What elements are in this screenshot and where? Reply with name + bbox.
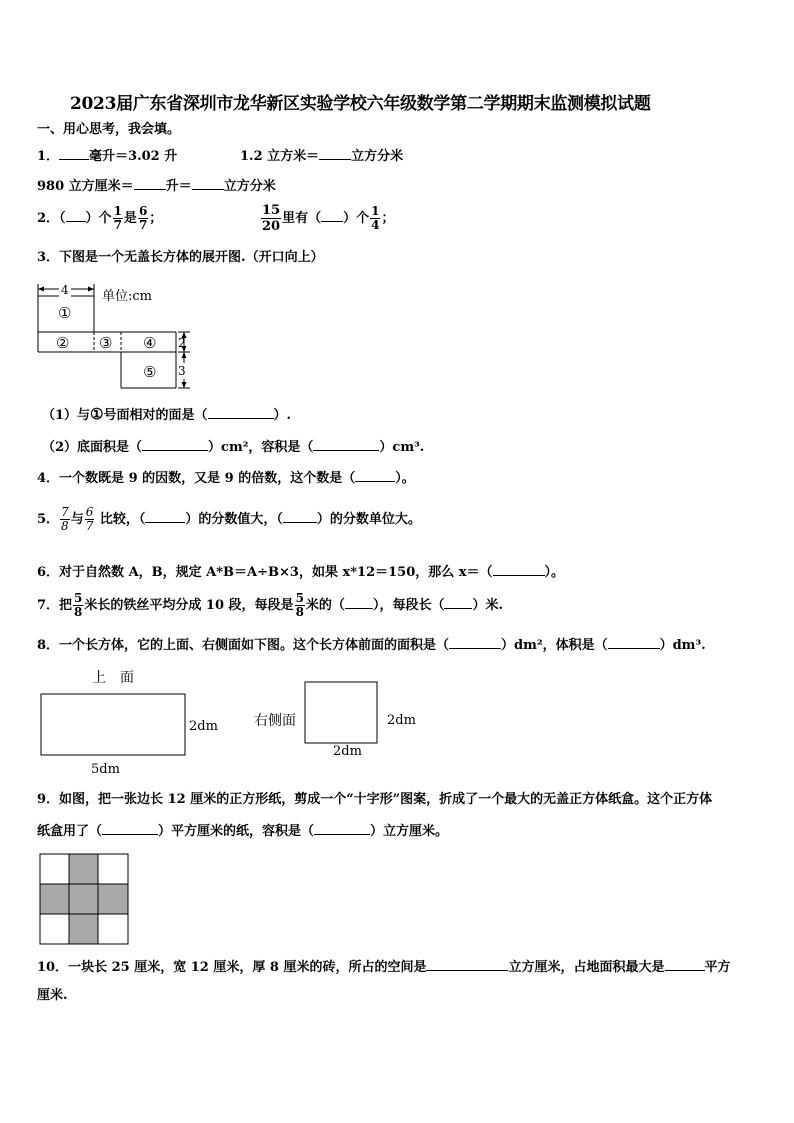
side-face-width: 2dm bbox=[333, 744, 362, 759]
unit-label: 单位:cm bbox=[102, 289, 152, 304]
question-text: 6．对于自然数 A，B，规定 A*B＝A÷B×3，如果 x*12＝150，那么 x＝（ bbox=[37, 565, 493, 580]
shaded-cell bbox=[69, 914, 98, 944]
question-text: ）的分数值大，（ bbox=[185, 512, 283, 527]
arrowhead bbox=[182, 352, 187, 358]
question-7 bbox=[37, 590, 503, 622]
question-text: 4．一个数既是 9 的因数，又是 9 的倍数，这个数是（ bbox=[37, 471, 356, 486]
question-text: 是 bbox=[123, 211, 137, 226]
question-8 bbox=[37, 636, 706, 654]
question-3-sub-1 bbox=[42, 406, 291, 424]
question-text: ）个 bbox=[343, 211, 370, 226]
top-face-width: 5dm bbox=[91, 762, 120, 777]
question-text: 2．（ bbox=[37, 211, 66, 226]
answer-blank[interactable] bbox=[665, 958, 705, 971]
question-9-line-2 bbox=[37, 822, 448, 840]
question-text: ）平方厘米的纸，容积是（ bbox=[158, 824, 315, 839]
question-3-sub-2 bbox=[42, 438, 424, 456]
question-text: 10．一块长 25 厘米，宽 12 厘米，厚 8 厘米的砖，所占的空间是 bbox=[37, 960, 427, 975]
question-number: 1． bbox=[37, 149, 60, 164]
question-text: 平方 bbox=[704, 960, 731, 975]
face-label-3: ③ bbox=[99, 334, 113, 352]
shaded-cell bbox=[69, 854, 98, 884]
answer-blank[interactable] bbox=[102, 822, 158, 835]
answer-blank[interactable] bbox=[283, 510, 317, 523]
answer-blank[interactable] bbox=[142, 438, 208, 451]
face-label-1: ① bbox=[58, 304, 72, 322]
face-label-4: ④ bbox=[143, 334, 157, 352]
answer-blank[interactable] bbox=[444, 596, 472, 609]
question-text: 比较，（ bbox=[99, 512, 146, 527]
question-text: 立方分米 bbox=[351, 149, 404, 164]
question-text: ）米. bbox=[472, 598, 503, 613]
question-text: 8．一个长方体，它的上面、右侧面如下图。这个长方体前面的面积是（ bbox=[37, 638, 450, 653]
fraction: $\frac{5}{8}$ bbox=[74, 591, 83, 619]
question-text: ）个 bbox=[85, 211, 112, 226]
answer-blank[interactable] bbox=[145, 510, 185, 523]
question-text: ）dm³. bbox=[659, 638, 706, 653]
question-text: ）。 bbox=[395, 471, 415, 486]
question-text: ； bbox=[381, 211, 395, 226]
question-text: 立方分米 bbox=[223, 179, 276, 194]
answer-blank[interactable] bbox=[313, 438, 379, 451]
question-text: ）. bbox=[273, 408, 292, 423]
dimension-right-upper: 2 bbox=[178, 336, 186, 350]
question-text: 升＝ bbox=[165, 179, 192, 194]
question-5 bbox=[37, 504, 421, 536]
question-text: 980 立方厘米＝ bbox=[37, 179, 134, 194]
answer-blank[interactable] bbox=[426, 958, 508, 971]
question-text: 与 bbox=[70, 512, 84, 527]
dimension-right-lower: 3 bbox=[178, 364, 186, 378]
side-face-label: 右侧面 bbox=[254, 713, 296, 729]
question-text: 里有（ bbox=[282, 211, 322, 226]
fraction: $\frac{15}{20}$ bbox=[262, 203, 281, 234]
question-9-line-1: 9．如图，把一张边长 12 厘米的正方形纸，剪成一个“十字形”图案，折成了一个最大的无盖正方体纸盒。这个正方体 bbox=[37, 792, 713, 807]
question-3-text: 3．下图是一个无盖长方体的展开图.（开口向上） bbox=[37, 250, 324, 265]
question-text: （2）底面积是（ bbox=[42, 440, 143, 455]
question-text: ）。 bbox=[544, 565, 565, 580]
answer-blank[interactable] bbox=[449, 636, 501, 649]
answer-blank[interactable] bbox=[355, 469, 395, 482]
fraction: $\frac{5}{8}$ bbox=[295, 591, 304, 619]
answer-blank[interactable] bbox=[345, 596, 373, 609]
answer-blank[interactable] bbox=[608, 636, 660, 649]
side-face-height: 2dm bbox=[387, 713, 416, 728]
question-text: 立方厘米，占地面积最大是 bbox=[508, 960, 665, 975]
fraction: $\frac{6}{7}$ bbox=[85, 505, 94, 533]
question-text: （1）与 bbox=[42, 408, 91, 423]
top-face-height: 2dm bbox=[189, 719, 218, 734]
question-6 bbox=[37, 563, 564, 581]
fraction: $\frac{6}{7}$ bbox=[138, 204, 148, 232]
fraction: $\frac{1}{7}$ bbox=[113, 204, 122, 232]
question-text: ）cm²，容积是（ bbox=[208, 440, 314, 455]
side-face-rect bbox=[305, 682, 377, 743]
top-face-rect bbox=[41, 694, 185, 755]
question-text: ）dm²，体积是（ bbox=[501, 638, 608, 653]
question-10-line-2: 厘米. bbox=[37, 988, 68, 1003]
answer-blank[interactable] bbox=[493, 563, 545, 576]
question-text: 米的（ bbox=[305, 598, 345, 613]
question-10-line-1 bbox=[37, 958, 731, 976]
answer-blank[interactable] bbox=[314, 822, 370, 835]
question-text: 毫升＝3.02 升 bbox=[89, 149, 178, 164]
arrowhead bbox=[88, 287, 94, 292]
question-text: 号面相对的面是（ bbox=[103, 408, 208, 423]
shaded-cell bbox=[40, 884, 128, 914]
question-text: 1.2 立方米＝ bbox=[240, 149, 320, 164]
circled-number: ① bbox=[90, 405, 104, 423]
dimension-top: 4 bbox=[61, 283, 69, 297]
question-4 bbox=[37, 469, 415, 487]
fraction: $\frac{1}{4}$ bbox=[371, 204, 380, 232]
fraction: $\frac{7}{8}$ bbox=[61, 505, 69, 533]
question-text: ）立方厘米。 bbox=[370, 824, 449, 839]
question-number: 5． bbox=[37, 512, 60, 527]
top-face-label: 上 面 bbox=[92, 670, 134, 686]
question-text: 纸盒用了（ bbox=[37, 824, 103, 839]
question-text: 米长的铁丝平均分成 10 段，每段是 bbox=[84, 598, 294, 613]
section-heading: 一、用心思考，我会填。 bbox=[37, 122, 181, 137]
face-label-5: ⑤ bbox=[143, 363, 157, 381]
question-text: ）的分数单位大。 bbox=[316, 512, 421, 527]
face-label-2: ② bbox=[56, 334, 70, 352]
arrowhead bbox=[38, 287, 44, 292]
question-text: ），每段长（ bbox=[372, 598, 445, 613]
arrowhead bbox=[182, 382, 187, 388]
question-text: 7．把 bbox=[37, 598, 73, 613]
question-text: ； bbox=[149, 211, 163, 226]
page-title: 2023届广东省深圳市龙华新区实验学校六年级数学第二学期期末监测模拟试题 bbox=[70, 94, 651, 114]
question-text: ）cm³. bbox=[379, 440, 425, 455]
answer-blank[interactable] bbox=[208, 406, 274, 419]
